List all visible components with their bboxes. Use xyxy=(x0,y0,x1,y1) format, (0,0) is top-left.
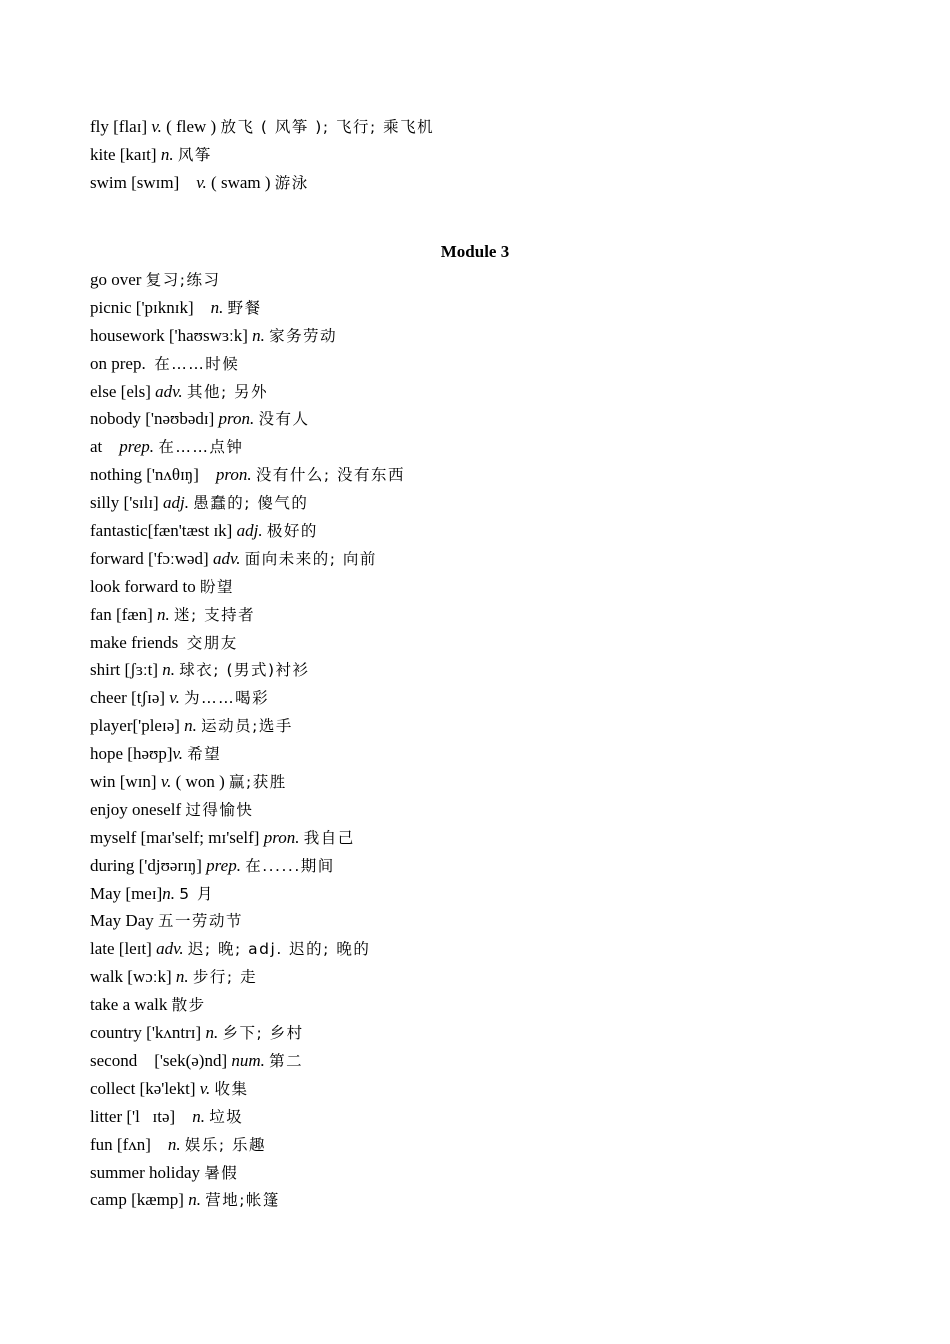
entry-part-of-speech: adj. xyxy=(162,493,189,513)
vocab-entry xyxy=(90,824,860,852)
entry-part-of-speech: v. xyxy=(172,744,184,764)
entry-part-of-speech: n. xyxy=(157,604,170,624)
vocab-entry xyxy=(90,350,860,378)
entry-word: shirt [ʃɜːt] xyxy=(90,660,163,680)
entry-chinese-meaning: 球衣; (男式)衬衫 xyxy=(179,661,310,680)
entry-chinese-meaning: 面向未来的; 向前 xyxy=(244,549,377,568)
entry-word: kite [kaɪt] xyxy=(90,144,161,164)
entry-chinese-meaning: 为……喝彩 xyxy=(184,689,270,708)
entry-word: collect [kə'lekt] xyxy=(90,1078,200,1098)
vocab-entry xyxy=(90,113,860,141)
entry-word: fly [flaɪ] xyxy=(90,117,152,136)
vocab-entry xyxy=(90,768,860,796)
entry-word: forward ['fɔːwəd] xyxy=(90,548,213,568)
entry-part-of-speech: n. xyxy=(252,325,265,345)
vocab-entry xyxy=(90,907,860,935)
entry-word: fantastic[fæn'tæst ɪk] xyxy=(90,521,237,541)
entry-part-of-speech: v. xyxy=(160,772,172,792)
entry-chinese-meaning: 没有什么; 没有东西 xyxy=(255,466,406,485)
entry-chinese-meaning: 运动员;选手 xyxy=(201,717,293,736)
entry-chinese-meaning: 其他; 另外 xyxy=(186,382,269,401)
vocab-entry xyxy=(90,740,860,768)
vocab-entry xyxy=(90,517,860,545)
entry-part-of-speech: v. xyxy=(151,117,162,136)
entry-word: take a walk xyxy=(90,995,172,1015)
entry-word: May Day xyxy=(90,911,158,931)
intro-vocab-list xyxy=(90,113,860,197)
entry-part-of-speech: pron. xyxy=(218,409,255,429)
vocab-entry xyxy=(90,294,860,322)
entry-chinese-meaning: 散步 xyxy=(171,996,206,1015)
vocab-entry xyxy=(90,1131,860,1159)
entry-chinese-meaning: 迟; 晚; adj. 迟的; 晚的 xyxy=(187,940,371,959)
entry-word: go over xyxy=(90,270,146,289)
vocab-entry xyxy=(90,1103,860,1131)
vocab-entry xyxy=(90,796,860,824)
entry-chinese-meaning: 野餐 xyxy=(227,298,262,317)
entry-word: country ['kʌntrɪ] xyxy=(90,1023,206,1043)
module-section xyxy=(90,238,860,1214)
module-heading: Module 3 xyxy=(440,242,510,261)
entry-chinese-meaning: 愚蠢的; 傻气的 xyxy=(193,494,309,513)
vocab-entry xyxy=(90,629,860,657)
entry-word: fun [fʌn] xyxy=(90,1134,168,1154)
entry-word: make friends xyxy=(90,632,187,652)
entry-word: late [leɪt] xyxy=(90,939,157,959)
entry-part-of-speech: n. xyxy=(188,1190,201,1210)
entry-part-of-speech: adj. xyxy=(236,521,263,541)
entry-chinese-meaning: 营地;帐篷 xyxy=(205,1191,280,1210)
vocab-entry xyxy=(90,684,860,712)
entry-chinese-meaning: 我自己 xyxy=(303,828,355,847)
vocab-entry xyxy=(90,880,860,908)
vocab-entry xyxy=(90,1075,860,1103)
vocab-entry xyxy=(90,1019,860,1047)
entry-chinese-meaning: 第二 xyxy=(269,1051,304,1070)
entry-part-of-speech: n. xyxy=(160,144,174,164)
vocab-entry xyxy=(90,489,860,517)
entry-chinese-meaning: 盼望 xyxy=(200,577,235,596)
entry-part-of-speech: v. xyxy=(196,172,207,192)
vocab-entry xyxy=(90,712,860,740)
vocab-entry xyxy=(90,963,860,991)
entry-word: else [els] xyxy=(90,381,156,401)
entry-word: litter ['l ɪtə] xyxy=(90,1106,193,1126)
entry-chinese-meaning: 5 月 xyxy=(179,884,215,903)
entry-part-of-speech: n. xyxy=(184,716,197,736)
entry-part-of-speech: prep. xyxy=(119,437,155,457)
entry-part-of-speech: n. xyxy=(175,967,189,987)
entry-word: player['pleɪə] xyxy=(90,716,185,736)
entry-word: myself [maɪ'self; mɪ'self] xyxy=(90,827,264,847)
entry-word: during ['djʊərɪŋ] xyxy=(90,855,207,875)
vocab-entry xyxy=(90,1047,860,1075)
entry-chinese-meaning: 希望 xyxy=(187,745,222,764)
entry-chinese-meaning: 在......期间 xyxy=(245,856,335,875)
entry-form: ( won ) xyxy=(171,772,229,792)
entry-word: swim [swɪm] xyxy=(90,172,197,192)
entry-chinese-meaning: 步行; 走 xyxy=(192,968,258,987)
entry-word: nobody ['nəʊbədɪ] xyxy=(90,409,219,429)
entry-form: ( swam ) xyxy=(206,172,275,192)
vocab-entry xyxy=(90,991,860,1019)
entry-word: second ['sek(ə)nd] xyxy=(90,1050,232,1070)
vocab-entry xyxy=(90,545,860,573)
entry-chinese-meaning: 在……时候 xyxy=(154,354,240,373)
vocab-entry xyxy=(90,1186,860,1214)
vocab-entry xyxy=(90,266,860,294)
entry-word: May [meɪ] xyxy=(90,883,163,903)
entry-part-of-speech: num. xyxy=(231,1050,265,1070)
entry-chinese-meaning: 交朋友 xyxy=(186,633,238,652)
entry-part-of-speech: n. xyxy=(162,883,175,903)
entry-part-of-speech: v. xyxy=(169,688,180,708)
entry-chinese-meaning: 垃圾 xyxy=(209,1107,244,1126)
entry-word: enjoy oneself xyxy=(90,799,186,819)
vocab-entry xyxy=(90,322,860,350)
entry-chinese-meaning: 迷; 支持者 xyxy=(174,605,256,624)
entry-part-of-speech: n. xyxy=(167,1134,181,1154)
entry-part-of-speech: pron. xyxy=(263,827,300,847)
entry-word: summer holiday xyxy=(90,1162,205,1182)
entry-part-of-speech: adv. xyxy=(212,548,241,568)
entry-word: look forward to xyxy=(90,576,201,596)
entry-chinese-meaning: 家务劳动 xyxy=(269,326,338,345)
entry-part-of-speech: pron. xyxy=(215,465,252,485)
entry-chinese-meaning: 娱乐; 乐趣 xyxy=(184,1135,267,1154)
entry-word: walk [wɔːk] xyxy=(90,967,176,987)
entry-part-of-speech: adv. xyxy=(156,939,184,959)
vocab-entry xyxy=(90,573,860,601)
entry-chinese-meaning: 风筝 xyxy=(177,145,212,164)
entry-word: nothing ['nʌθɪŋ] xyxy=(90,465,216,485)
entry-word: fan [fæn] xyxy=(90,604,158,624)
entry-chinese-meaning: 放飞 ( 风筝 ); 飞行; 乘飞机 xyxy=(220,118,435,136)
entry-word: hope [həʊp] xyxy=(90,744,173,764)
entry-chinese-meaning: 复习;练习 xyxy=(145,271,221,289)
entry-chinese-meaning: 赢;获胜 xyxy=(228,773,287,792)
vocab-entry xyxy=(90,141,860,169)
entry-part-of-speech: v. xyxy=(199,1078,211,1098)
entry-chinese-meaning: 在……点钟 xyxy=(158,438,244,457)
vocab-entry xyxy=(90,601,860,629)
entry-word: picnic ['pɪknɪk] xyxy=(90,297,211,317)
entry-word: cheer [tʃɪə] xyxy=(90,688,170,708)
vocab-entry xyxy=(90,433,860,461)
entry-chinese-meaning: 暑假 xyxy=(204,1163,239,1182)
entry-chinese-meaning: 没有人 xyxy=(258,410,310,429)
entry-chinese-meaning: 极好的 xyxy=(266,522,318,541)
entry-chinese-meaning: 游泳 xyxy=(274,173,309,192)
entry-chinese-meaning: 乡下; 乡村 xyxy=(222,1024,304,1043)
entry-word: on prep. xyxy=(90,353,155,373)
entry-word: at xyxy=(90,437,120,457)
entry-word: camp [kæmp] xyxy=(90,1190,189,1210)
vocab-entry xyxy=(90,378,860,406)
entry-word: silly ['sɪlɪ] xyxy=(90,493,163,513)
vocab-entry xyxy=(90,656,860,684)
entry-part-of-speech: prep. xyxy=(206,855,241,875)
vocab-entry xyxy=(90,405,860,433)
entry-chinese-meaning: 过得愉快 xyxy=(185,800,254,819)
vocab-entry xyxy=(90,935,860,963)
vocab-entry xyxy=(90,852,860,880)
vocab-entry xyxy=(90,169,860,197)
entry-word: housework ['haʊswɜːk] xyxy=(90,325,253,345)
module-vocab-list xyxy=(90,266,860,1214)
entry-part-of-speech: adv. xyxy=(155,381,183,401)
vocab-entry xyxy=(90,1159,860,1187)
entry-part-of-speech: n. xyxy=(162,660,176,680)
entry-part-of-speech: n. xyxy=(192,1106,205,1126)
vocab-entry xyxy=(90,461,860,489)
entry-word: win [wɪn] xyxy=(90,772,161,792)
entry-chinese-meaning: 五一劳动节 xyxy=(157,912,243,931)
entry-chinese-meaning: 收集 xyxy=(214,1079,249,1098)
entry-part-of-speech: n. xyxy=(210,297,224,317)
entry-part-of-speech: n. xyxy=(205,1023,219,1043)
entry-form: ( flew ) xyxy=(161,117,221,136)
